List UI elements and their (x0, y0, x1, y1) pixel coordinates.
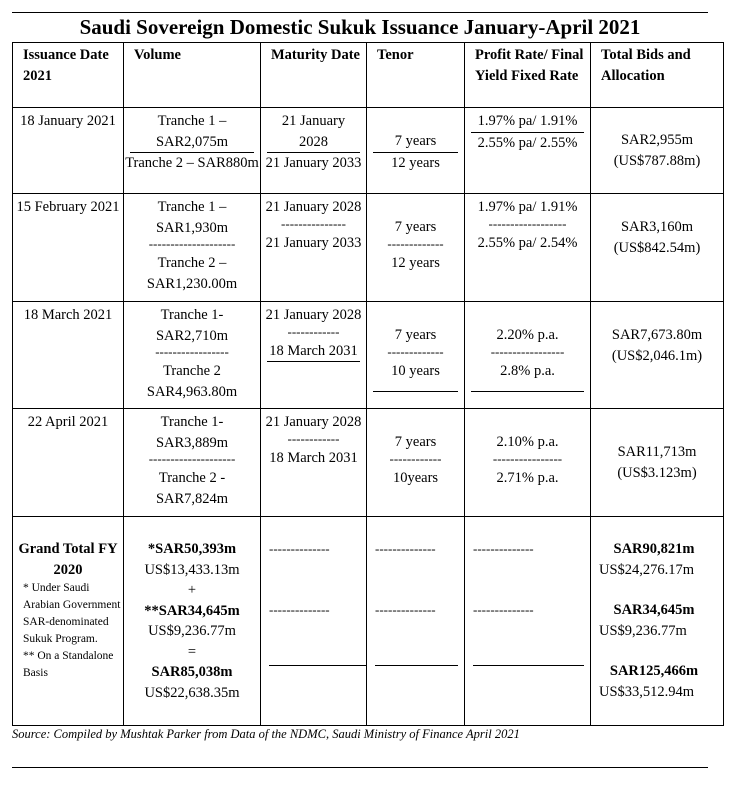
grand-total-profit-cell (465, 517, 591, 726)
bids-cell (591, 194, 724, 302)
bids-cell (591, 108, 724, 194)
solid-separator (473, 665, 584, 666)
tranche-1-tenor: 7 years (373, 131, 458, 153)
tranche-1-tenor: 7 years (394, 219, 437, 235)
footnote-standalone: ** On a Standalone Basis (23, 650, 114, 679)
bids-usd: (US$3.123m) (617, 464, 697, 481)
dashed-separator: ------------- (387, 345, 444, 358)
total-bids-combined: SAR125,466m (609, 663, 699, 679)
tranche-2-volume: Tranche 2 - SAR7,824m (155, 470, 229, 507)
header-profit: Profit Rate/ Final Yield Fixed Rate (465, 43, 591, 108)
dashed-placeholder: -------------- (473, 601, 534, 617)
tranche-1-maturity: 21 January 2028 (267, 108, 360, 153)
total-bids-program: SAR90,821m (613, 541, 695, 557)
solid-separator (373, 391, 458, 392)
total-volume-combined-usd: US$22,638.35m (144, 684, 240, 701)
dashed-separator: -------------------- (148, 453, 236, 465)
bids-usd: (US$842.54m) (613, 239, 701, 256)
plus-sign: + (187, 582, 197, 598)
table-row (13, 108, 724, 194)
volume-cell (124, 108, 261, 194)
header-tenor: Tenor (367, 43, 465, 108)
profit-cell (465, 302, 591, 409)
bottom-rule (12, 767, 708, 768)
profit-cell (465, 409, 591, 517)
dashed-placeholder: -------------- (269, 541, 330, 556)
dashed-separator: ------------ (287, 325, 340, 338)
maturity-cell (261, 108, 367, 194)
solid-separator (471, 391, 584, 392)
table-row (13, 194, 724, 302)
dashed-placeholder: -------------- (375, 541, 436, 556)
dashed-placeholder: -------------- (375, 601, 436, 617)
tranche-2-maturity: 18 March 2031 (267, 338, 360, 363)
header-volume: Volume (124, 43, 261, 108)
header-date: Issuance Date 2021 (13, 43, 124, 108)
tranche-2-volume: Tranche 2 – SAR880m (125, 155, 259, 171)
header-row (13, 43, 724, 108)
profit-cell (465, 108, 591, 194)
tranche-2-tenor: 10years (392, 469, 439, 486)
tranche-2-tenor: 12 years (391, 154, 440, 171)
maturity-cell (261, 302, 367, 409)
total-volume-program-usd: US$13,433.13m (144, 561, 240, 578)
bids-sar: SAR11,713m (617, 444, 697, 460)
footnote-program: * Under Saudi Arabian Government SAR-denominated Sukuk Program. (23, 582, 121, 645)
tranche-1-volume: Tranche 1 – SAR2,075m (130, 108, 254, 153)
total-volume-program: *SAR50,393m (147, 541, 237, 557)
total-bids-standalone: SAR34,645m (613, 602, 695, 618)
tranche-1-tenor: 7 years (394, 327, 437, 343)
volume-cell (124, 409, 261, 517)
sukuk-table (12, 42, 724, 726)
table-row (13, 409, 724, 517)
issuance-date: 15 February 2021 (13, 194, 124, 302)
header-bids: Total Bids and Allocation (591, 43, 724, 108)
tranche-1-tenor: 7 years (394, 434, 437, 450)
issuance-date: 22 April 2021 (13, 409, 124, 517)
grand-total-label-cell (13, 517, 124, 726)
tranche-2-volume: Tranche 2 – SAR1,230.00m (146, 255, 238, 292)
maturity-cell (261, 194, 367, 302)
tenor-cell (367, 194, 465, 302)
grand-total-bids-cell (591, 517, 724, 726)
bids-sar: SAR2,955m (620, 132, 694, 148)
dashed-separator: ------------- (387, 237, 444, 250)
source-note: Source: Compiled by Mushtak Parker from Data of the NDMC, Saudi Ministry of Finance April 2021 (12, 727, 520, 741)
header-maturity: Maturity Date (261, 43, 367, 108)
bids-sar: SAR3,160m (620, 219, 694, 235)
grand-total-maturity-cell (261, 517, 367, 726)
tranche-2-profit: 2.8% p.a. (500, 362, 555, 379)
tranche-2-profit: 2.55% pa/ 2.54% (477, 234, 578, 251)
issuance-date: 18 March 2021 (13, 302, 124, 409)
tenor-cell (367, 409, 465, 517)
dashed-separator: ------------ (287, 432, 340, 445)
dashed-separator: -------------------- (148, 238, 236, 250)
total-bids-combined-usd: US$33,512.94m (599, 683, 695, 700)
dashed-placeholder: -------------- (473, 541, 534, 556)
tranche-1-profit: 2.10% p.a. (496, 434, 559, 450)
issuance-date: 18 January 2021 (13, 108, 124, 194)
tranche-2-maturity: 21 January 2033 (265, 155, 362, 171)
solid-separator (375, 665, 458, 666)
dashed-separator: ----------------- (155, 346, 229, 358)
tranche-2-maturity: 21 January 2033 (265, 234, 362, 251)
tranche-2-tenor: 10 years (391, 362, 440, 379)
tranche-1-maturity: 21 January 2028 (265, 414, 362, 430)
grand-total-volume-cell (124, 517, 261, 726)
grand-total-row (13, 517, 724, 726)
grand-total-tenor-cell (367, 517, 465, 726)
profit-cell (465, 194, 591, 302)
top-rule (12, 12, 708, 13)
tranche-2-tenor: 12 years (391, 254, 440, 271)
tranche-1-volume: Tranche 1- SAR3,889m (155, 414, 229, 451)
table-row (13, 302, 724, 409)
dashed-separator: --------------- (281, 217, 346, 230)
tranche-1-volume: Tranche 1- SAR2,710m (155, 307, 229, 344)
bids-sar: SAR7,673.80m (611, 327, 703, 343)
tranche-2-profit: 2.71% p.a. (496, 469, 559, 486)
tenor-cell (367, 302, 465, 409)
bids-usd: (US$2,046.1m) (611, 347, 703, 364)
total-volume-standalone-usd: US$9,236.77m (148, 623, 236, 639)
grand-total-label: Grand Total FY 2020 (18, 541, 118, 578)
dashed-placeholder: -------------- (269, 601, 330, 617)
total-bids-program-usd: US$24,276.17m (599, 561, 695, 578)
tranche-1-profit: 2.20% p.a. (496, 327, 559, 343)
total-volume-standalone: **SAR34,645m (144, 602, 240, 619)
maturity-cell (261, 409, 367, 517)
total-bids-standalone-usd: US$9,236.77m (599, 622, 687, 639)
tranche-1-profit: 1.97% pa/ 1.91% (471, 108, 584, 133)
volume-cell (124, 194, 261, 302)
bids-cell (591, 409, 724, 517)
dashed-separator: ------------ (389, 452, 442, 465)
bids-usd: (US$787.88m) (613, 152, 701, 169)
tranche-1-profit: 1.97% pa/ 1.91% (477, 199, 578, 215)
tranche-1-maturity: 21 January 2028 (265, 199, 362, 215)
bids-cell (591, 302, 724, 409)
equals-sign: = (187, 643, 197, 660)
tenor-cell (367, 108, 465, 194)
tranche-2-maturity: 18 March 2031 (269, 449, 358, 466)
tranche-1-maturity: 21 January 2028 (265, 307, 362, 323)
solid-separator (269, 665, 366, 666)
tranche-1-volume: Tranche 1 – SAR1,930m (155, 199, 229, 236)
dashed-separator: ----------------- (490, 345, 565, 358)
page-title: Saudi Sovereign Domestic Sukuk Issuance January-April 2021 (79, 15, 641, 39)
dashed-separator: ---------------- (492, 452, 563, 465)
volume-cell (124, 302, 261, 409)
total-volume-combined: SAR85,038m (151, 664, 233, 680)
dashed-separator: ------------------ (488, 217, 567, 230)
tranche-2-profit: 2.55% pa/ 2.55% (477, 134, 578, 151)
tranche-2-volume: Tranche 2 SAR4,963.80m (146, 363, 238, 400)
